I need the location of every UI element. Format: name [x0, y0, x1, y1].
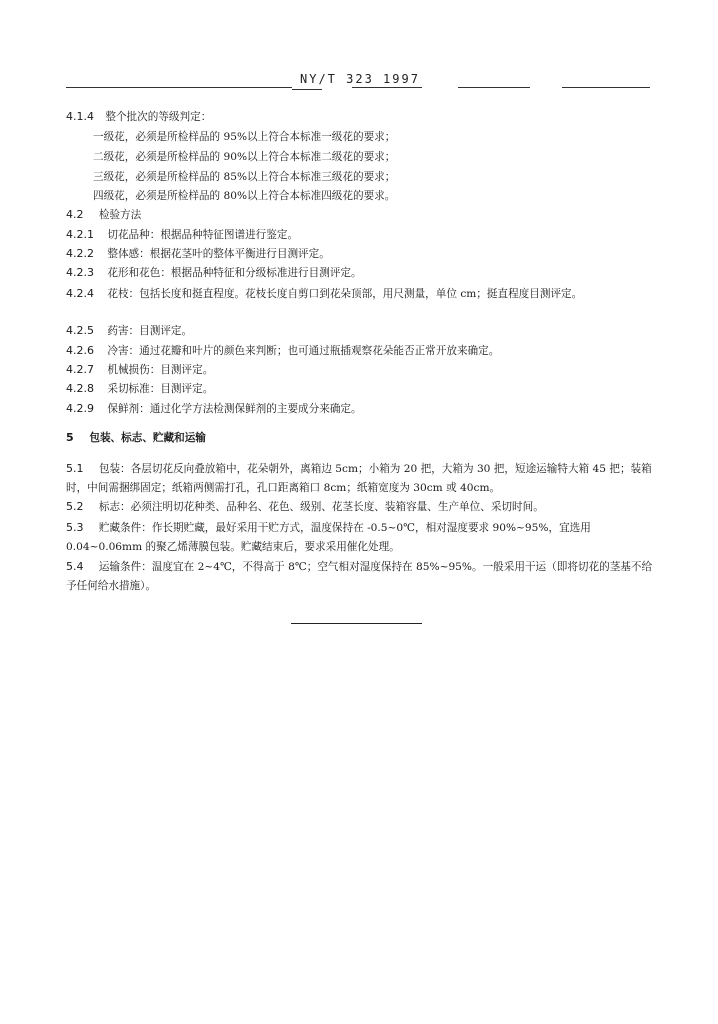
clause-number: 4.2 [66, 208, 84, 221]
clause-number: 5.4 [66, 560, 84, 573]
section-number: 5 [66, 431, 74, 444]
section-title: 包装、标志、贮藏和运输 [89, 432, 206, 444]
clause-4-2-2 [66, 246, 330, 262]
clause-number: 4.2.2 [66, 247, 94, 260]
clause-number: 4.2.6 [66, 344, 94, 357]
clause-4-2-6 [66, 343, 499, 359]
clause-text: 标志：必须注明切花种类、品种名、花色、级别、花茎长度、装箱容量、生产单位、采切时间。 [98, 501, 544, 513]
clause-number: 4.2.5 [66, 324, 94, 337]
clause-text: 保鲜剂：通过化学方法检测保鲜剂的主要成分来确定。 [107, 403, 362, 415]
clause-number: 4.2.1 [66, 228, 94, 241]
clause-heading: 检验方法 [98, 209, 142, 221]
clause-number: 4.2.9 [66, 402, 94, 415]
clause-4-2-3 [66, 265, 362, 281]
clause-text: 药害：目测评定。 [107, 325, 193, 337]
clause-text: 机械损伤：目测评定。 [107, 364, 214, 376]
grade-three-rule: 三级花，必须是所检样品的 85%以上符合本标准三级花的要求； [93, 171, 396, 183]
header-rule-right [562, 87, 650, 88]
clause-4-1-4 [66, 109, 211, 125]
clause-4-2-8 [66, 381, 213, 397]
header-rule-mid2 [458, 87, 530, 88]
clause-number: 5.2 [66, 500, 84, 513]
clause-text: 整体感：根据花茎叶的整体平衡进行目测评定。 [107, 248, 330, 260]
clause-4-2-4 [66, 284, 656, 304]
clause-number: 5.3 [66, 521, 84, 534]
clause-5-2 [66, 499, 544, 515]
clause-5-3 [66, 518, 656, 557]
end-of-document-rule [291, 623, 422, 624]
clause-text: 包装：各层切花反向叠放箱中，花朵朝外，离箱边 5cm；小箱为 20 把，大箱为 30 把，短途运输特大箱 45 把；装箱时，中间需捆绑固定；纸箱两侧需打孔，孔口距离箱口 8cm；纸箱宽度为 30cm 或 40cm。 [66, 463, 652, 494]
header-rule-mid [352, 87, 422, 88]
clause-number: 4.2.3 [66, 266, 94, 279]
clause-4-2-9 [66, 401, 362, 417]
clause-text: 花枝：包括长度和挺直程度。花枝长度自剪口到花朵顶部，用尺测量，单位 cm；挺直程度目测评定。 [107, 288, 583, 300]
grade-two-rule: 二级花，必须是所检样品的 90%以上符合本标准二级花的要求； [93, 151, 396, 163]
clause-5-1 [66, 459, 656, 498]
clause-number: 4.1.4 [66, 110, 94, 123]
section-5-heading [66, 430, 206, 446]
standard-number: NY/T 323 1997 [300, 72, 420, 86]
clause-number: 4.2.4 [66, 287, 94, 300]
clause-text: 花形和花色：根据品种特征和分级标准进行目测评定。 [107, 267, 362, 279]
clause-number: 4.2.8 [66, 382, 94, 395]
clause-4-2 [66, 207, 141, 223]
page-header [0, 68, 718, 90]
clause-number: 5.1 [66, 462, 84, 475]
clause-number: 4.2.7 [66, 363, 94, 376]
clause-4-2-5 [66, 323, 192, 339]
clause-text: 冷害：通过花瓣和叶片的颜色来判断；也可通过瓶插观察花朵能否正常开放来确定。 [107, 345, 500, 357]
clause-text: 贮藏条件：作长期贮藏，最好采用干贮方式，温度保持在 -0.5~0℃，相对湿度要求 90%~95%，宜选用 0.04~0.06mm 的聚乙烯薄膜包装。贮藏结束后，要求采用催化处理。 [66, 522, 591, 553]
clause-4-2-1 [66, 227, 298, 243]
clause-4-2-7 [66, 362, 213, 378]
clause-text: 切花品种：根据品种特征图谱进行鉴定。 [107, 229, 299, 241]
header-rule-left [66, 87, 292, 88]
clause-text: 整个批次的等级判定： [105, 111, 212, 123]
clause-text: 运输条件：温度宜在 2~4℃，不得高于 8℃；空气相对湿度保持在 85%~95%。一般采用干运（即将切花的茎基不给予任何给水措施）。 [66, 561, 653, 592]
clause-text: 采切标准：目测评定。 [107, 383, 214, 395]
header-rule-segment [292, 89, 322, 90]
grade-one-rule: 一级花，必须是所检样品的 95%以上符合本标准一级花的要求； [93, 131, 396, 143]
grade-four-rule: 四级花，必须是所检样品的 80%以上符合本标准四级花的要求。 [93, 190, 396, 202]
clause-5-4 [66, 557, 656, 596]
